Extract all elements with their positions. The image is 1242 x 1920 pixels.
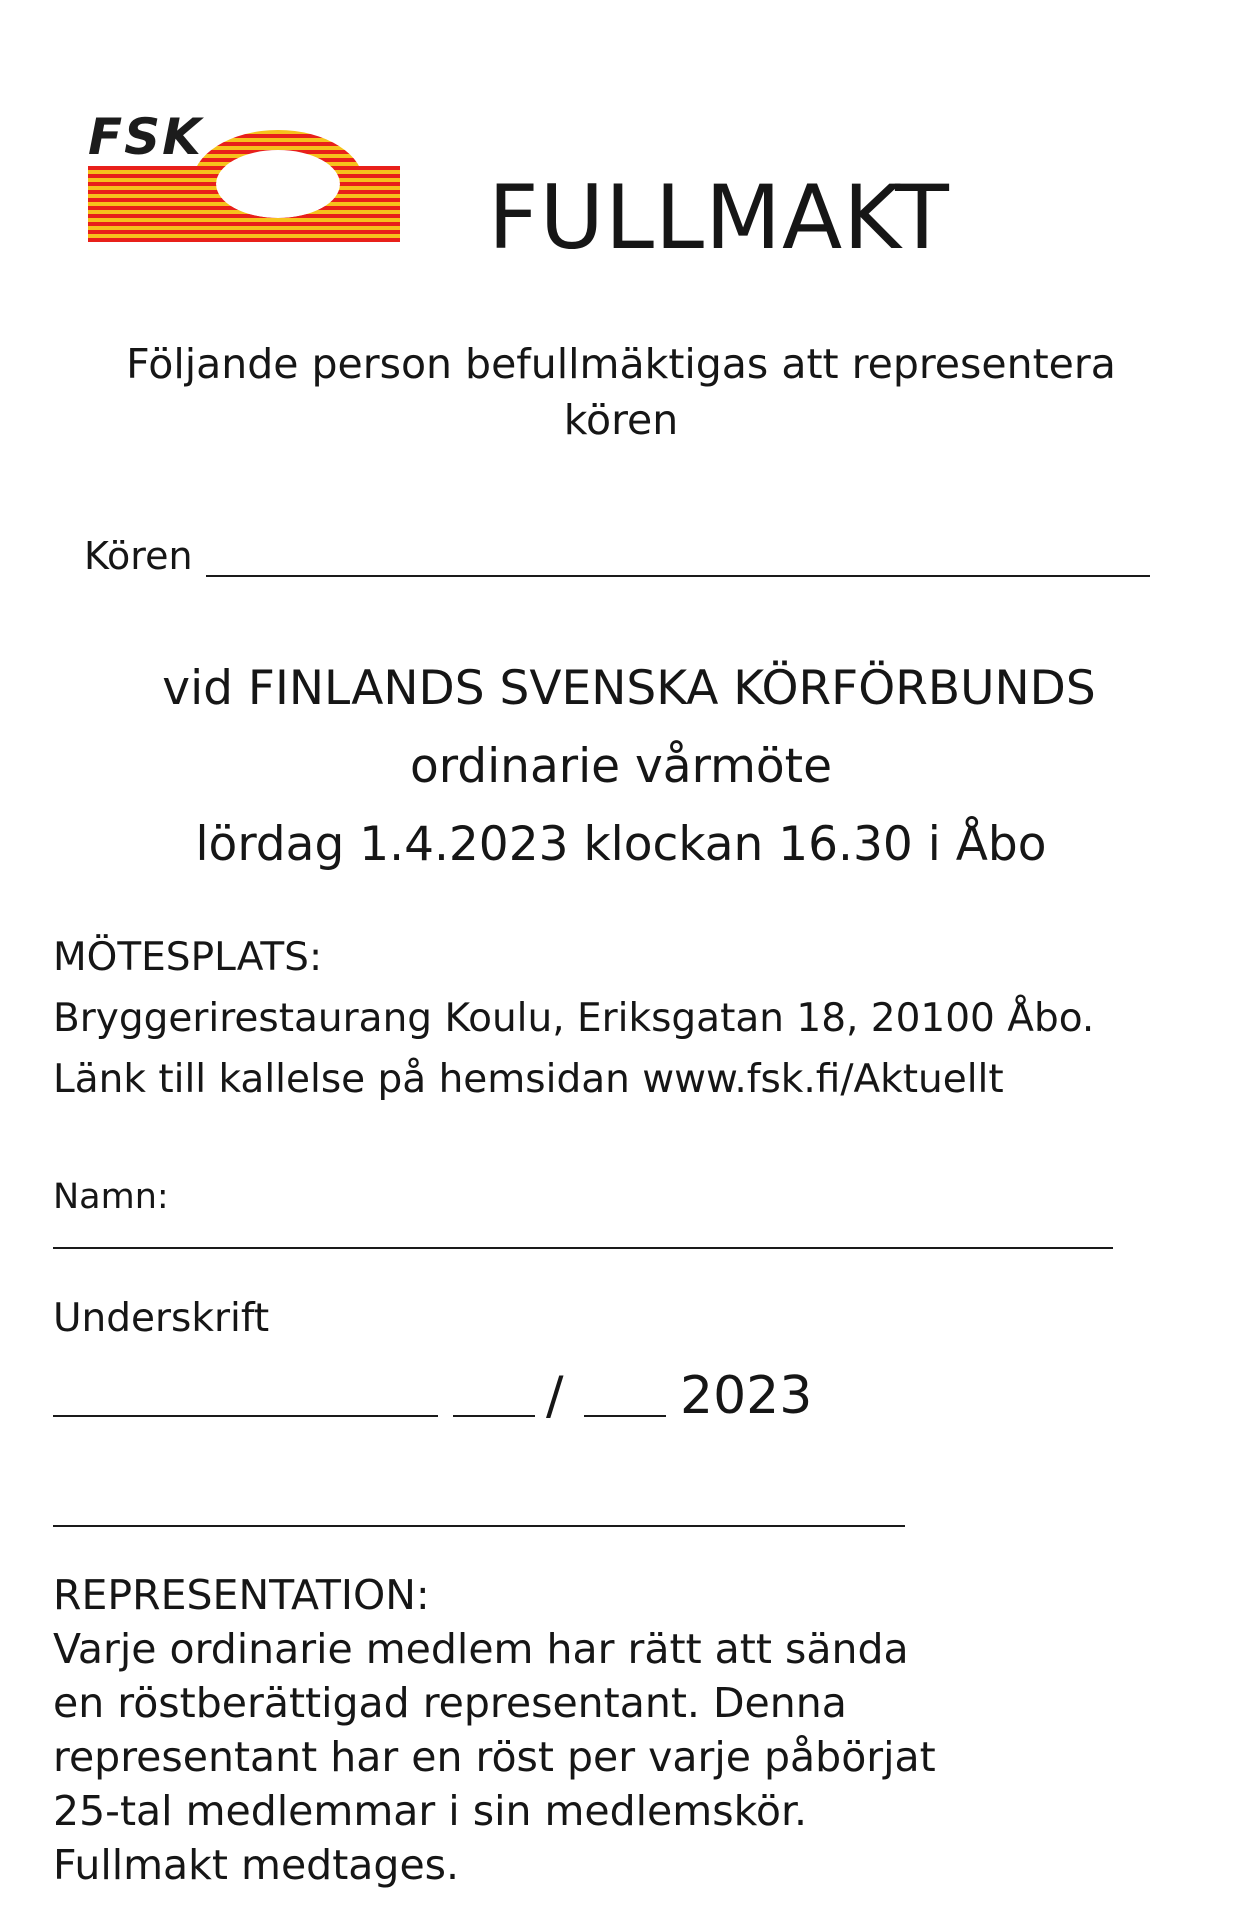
choir-label: Kören bbox=[84, 534, 193, 578]
intro-line-1: Följande person befullmäktigas att representera bbox=[126, 340, 1116, 388]
choir-input-line[interactable] bbox=[206, 575, 1150, 577]
place-input-line[interactable] bbox=[53, 1415, 438, 1417]
month-input-line[interactable] bbox=[584, 1415, 666, 1417]
venue-label: MÖTESPLATS: bbox=[53, 935, 323, 980]
representation-line-4: 25-tal medlemmar i sin medlemskör. bbox=[53, 1787, 808, 1835]
representation-line-1: Varje ordinarie medlem har rätt att sända bbox=[53, 1625, 909, 1673]
signature-input-line[interactable] bbox=[53, 1525, 905, 1527]
meeting-line-1: vid FINLANDS SVENSKA KÖRFÖRBUNDS bbox=[162, 661, 1096, 716]
day-input-line[interactable] bbox=[453, 1415, 535, 1417]
signature-label: Underskrift bbox=[53, 1296, 270, 1341]
name-label: Namn: bbox=[53, 1177, 169, 1217]
representation-label: REPRESENTATION: bbox=[53, 1571, 430, 1619]
document-title: FULLMAKT bbox=[488, 166, 950, 269]
logo-letters: FSK bbox=[88, 108, 203, 166]
date-year: 2023 bbox=[680, 1366, 813, 1426]
venue-link-text: Länk till kallelse på hemsidan www.fsk.fi/Aktuellt bbox=[53, 1057, 1004, 1102]
name-input-line[interactable] bbox=[53, 1247, 1113, 1249]
intro-line-2: kören bbox=[563, 396, 679, 444]
meeting-line-2: ordinarie vårmöte bbox=[410, 739, 832, 794]
representation-line-2: en röstberättigad representant. Denna bbox=[53, 1679, 847, 1727]
logo-stripes-icon bbox=[88, 126, 400, 242]
meeting-line-3: lördag 1.4.2023 klockan 16.30 i Åbo bbox=[195, 817, 1047, 872]
venue-address: Bryggerirestaurang Koulu, Eriksgatan 18, 20100 Åbo. bbox=[53, 996, 1095, 1041]
date-separator: / bbox=[546, 1366, 564, 1426]
fsk-logo bbox=[88, 108, 400, 242]
representation-line-3: representant har en röst per varje påbörjat bbox=[53, 1733, 936, 1781]
representation-line-5: Fullmakt medtages. bbox=[53, 1841, 460, 1889]
